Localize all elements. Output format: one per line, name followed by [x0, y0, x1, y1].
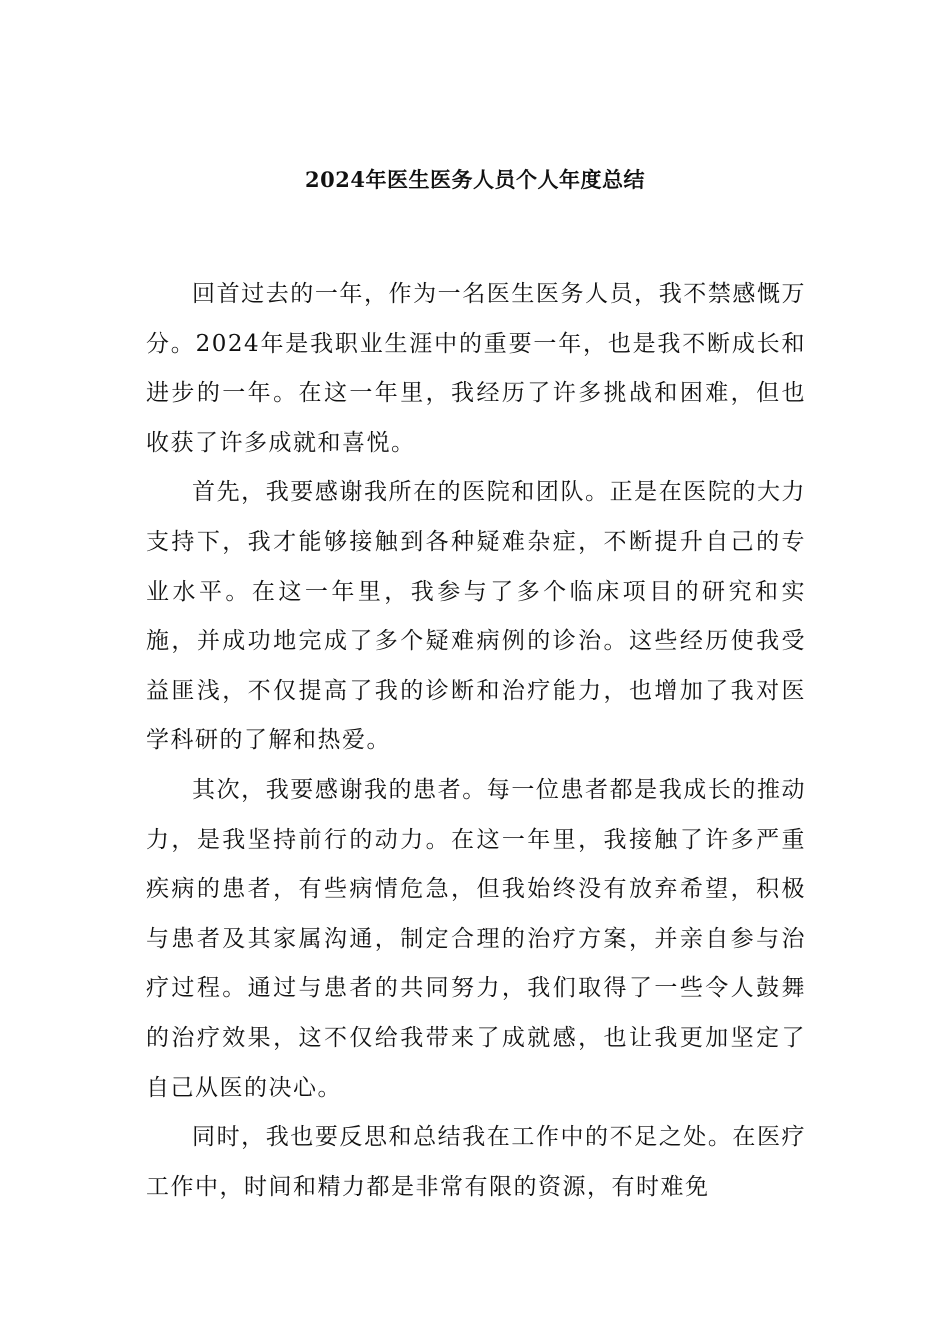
paragraph-4: 同时，我也要反思和总结我在工作中的不足之处。在医疗工作中，时间和精力都是非常有限的资源，有时难免 [146, 1124, 806, 1200]
paragraph-1: 回首过去的一年，作为一名医生医务人员，我不禁感慨万分。2024年是我职业生涯中的重要一年，也是我不断成长和进步的一年。在这一年里，我经历了许多挑战和困难，但也收获了许多成就和喜悦。 [146, 281, 806, 456]
document-body [146, 270, 806, 1212]
document-title: 2024年医生医务人员个人年度总结 [305, 167, 645, 192]
paragraph-2: 首先，我要感谢我所在的医院和团队。正是在医院的大力支持下，我才能够接触到各种疑难杂症，不断提升自己的专业水平。在这一年里，我参与了多个临床项目的研究和实施，并成功地完成了多个疑难病例的诊治。这些经历使我受益匪浅，不仅提高了我的诊断和治疗能力，也增加了我对医学科研的了解和热爱。 [146, 479, 806, 754]
paragraph-3: 其次，我要感谢我的患者。每一位患者都是我成长的推动力，是我坚持前行的动力。在这一年里，我接触了许多严重疾病的患者，有些病情危急，但我始终没有放弃希望，积极与患者及其家属沟通，制定合理的治疗方案，并亲自参与治疗过程。通过与患者的共同努力，我们取得了一些令人鼓舞的治疗效果，这不仅给我带来了成就感，也让我更加坚定了自己从医的决心。 [146, 776, 806, 1101]
